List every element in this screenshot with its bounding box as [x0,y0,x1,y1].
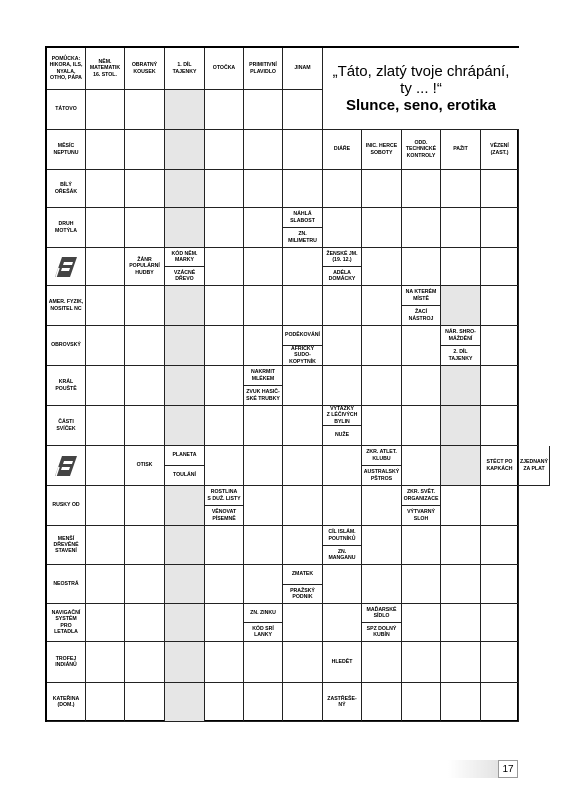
answer-cell [323,366,362,406]
answer-cell [244,248,283,286]
answer-cell [362,248,402,286]
answer-cell [323,604,362,642]
inner-clue-r9c11: STÉCT PO KAPKÁCH [481,446,519,486]
answer-cell [125,486,165,526]
answer-cell [283,642,323,683]
answer-cell [441,208,481,248]
answer-cell [362,286,402,326]
inner-clue-r12c6b: PRAŽSKÝ PODNIK [283,585,323,604]
answer-cell [205,208,244,248]
answer-cell [481,642,519,683]
logo-icon [47,446,86,486]
answer-cell [86,326,125,366]
answer-cell [481,366,519,406]
answer-cell [323,286,362,326]
inner-clue-r13c5a: ZN. ZINKU [244,604,283,623]
answer-cell [205,565,244,604]
inner-clue-r8c7a: VÝTAŽKY Z LÉČIVÝCH BYLIN [323,406,362,426]
row-clue-11: RUSKY OD [47,486,86,526]
answer-cell [283,170,323,208]
answer-cell [283,130,323,170]
answer-cell [402,642,441,683]
row-clue-2: MĚSÍC NEPTUNU [47,130,86,170]
inner-clue-r4c3b: VZÁCNÉ DŘEVO [165,267,205,286]
answer-cell [165,642,205,683]
answer-cell [481,604,519,642]
answer-cell [165,565,205,604]
answer-cell [362,366,402,406]
right-header-clue-4: PAŽIT [441,130,481,170]
inner-clue-r6c6a: PODĚKOVÁNÍ [283,326,323,346]
answer-cell [283,604,323,642]
answer-cell [86,565,125,604]
title-box [323,48,519,130]
answer-cell [165,486,205,526]
right-header-clue-1: DIÁŘE [323,130,362,170]
row-clue-3: BÍLÝ OŘEŠÁK [47,170,86,208]
answer-cell [283,90,323,130]
answer-cell [481,683,519,722]
row-clue-9: ČÁSTI SVÍČEK [47,406,86,446]
answer-cell [244,326,283,366]
answer-cell [283,286,323,326]
answer-cell [362,208,402,248]
answer-cell [125,90,165,130]
answer-cell [86,90,125,130]
answer-cell [205,526,244,565]
answer-cell [244,526,283,565]
answer-cell [125,526,165,565]
answer-cell [244,446,283,486]
answer-cell [205,604,244,642]
inner-clue-r9c12: ZJEDNANÝ ZA PLAT [519,446,550,486]
answer-cell [125,366,165,406]
answer-cell [283,526,323,565]
inner-clue-r10c4b: VĚNOVAT PÍSEMNĚ [205,506,244,526]
answer-cell [86,526,125,565]
answer-cell [441,170,481,208]
row-clue-12: MENŠÍ DŘEVĚNÉ STAVENÍ [47,526,86,565]
answer-cell [125,130,165,170]
answer-cell [362,486,402,526]
row-clue-7: OBROVSKÝ [47,326,86,366]
answer-cell [441,683,481,722]
answer-cell [205,366,244,406]
answer-cell [86,366,125,406]
answer-cell [205,286,244,326]
answer-cell [481,170,519,208]
answer-cell [244,170,283,208]
inner-clue-r10c4a: ROSTLINA S DUŽ. LISTY [205,486,244,506]
header-clue-col-6: JINAM [283,48,323,90]
inner-clue-r4c3a: KÓD NĚM. MARKY [165,248,205,267]
answer-cell [402,248,441,286]
inner-clue-r13c5b: KÓD SRÍ LANKY [244,623,283,642]
answer-cell [165,326,205,366]
answer-cell [86,248,125,286]
inner-clue-r11c7a: CÍL ISLÁM. POUTNÍKŮ [323,526,362,546]
answer-cell [244,683,283,722]
answer-cell [125,642,165,683]
answer-cell [165,683,205,722]
inner-clue-r4c7a: ŽENSKÉ JM. (19. 12.) [323,248,362,267]
answer-cell [441,248,481,286]
answer-cell [481,326,519,366]
answer-cell [481,406,519,446]
answer-cell [441,446,481,486]
answer-cell [481,248,519,286]
answer-cell [165,526,205,565]
answer-cell [441,526,481,565]
logo-icon [47,248,86,286]
header-clue-corner: POMŮCKA: HIKORA, ILS, NYALA, OTHO, PÁPA [47,48,86,90]
answer-cell [86,642,125,683]
header-clue-col-2: OBRATNÝ KOUSEK [125,48,165,90]
answer-cell [362,565,402,604]
answer-cell [441,286,481,326]
inner-clue-r7c5b: ZVUK HASIČ- SKÉ TRUBKY [244,386,283,406]
inner-clue-r13c8b: SPZ DOLNÝ KUBÍN [362,623,402,642]
answer-cell [481,565,519,604]
answer-cell [205,248,244,286]
row-clue-13: NEOSTRÁ [47,565,86,604]
header-clue-col-1: NĚM. MATEMATIK 16. STOL. [86,48,125,90]
inner-clue-r13c8a: MAĎARSKÉ SÍDLO [362,604,402,623]
page-number: 17 [498,760,518,778]
right-header-clue-2: INIC. HERCE SOBOTY [362,130,402,170]
title-quote: „Táto, zlatý tvoje chrápání, ty ... !“ [332,62,510,97]
row-clue-1: TÁTOVO [47,90,86,130]
answer-cell [205,406,244,446]
answer-cell [283,406,323,446]
answer-cell [125,170,165,208]
answer-cell [165,170,205,208]
inner-clue-r10c9a: ZKR. SVĚT. ORGANIZACE [402,486,441,506]
row-clue-8: KRÁL POUŠTĚ [47,366,86,406]
answer-cell [165,406,205,446]
answer-cell [402,366,441,406]
answer-cell [86,446,125,486]
header-clue-col-3: 1. DÍL TAJENKY [165,48,205,90]
inner-clue-r9c3a: PLANETA [165,446,205,466]
answer-cell [402,170,441,208]
answer-cell [402,446,441,486]
answer-cell [205,130,244,170]
answer-cell [283,248,323,286]
inner-clue-r3c6a: NÁHLÁ SLABOST [283,208,323,228]
answer-cell [86,286,125,326]
row-clue-16: KATEŘINA (DOM.) [47,683,86,722]
answer-cell [402,604,441,642]
answer-cell [86,130,125,170]
answer-cell [323,208,362,248]
inner-clue-r14c7: HLEDĚT [323,642,362,683]
answer-cell [205,170,244,208]
answer-cell [125,326,165,366]
answer-cell [165,604,205,642]
inner-clue-r7c5a: NAKRMIT MLÉKEM [244,366,283,386]
answer-cell [402,208,441,248]
answer-cell [244,565,283,604]
answer-cell [86,170,125,208]
answer-cell [283,683,323,722]
inner-clue-r11c7b: ZN. MANGANU [323,546,362,565]
answer-cell [125,683,165,722]
answer-cell [205,446,244,486]
answer-cell [441,486,481,526]
right-header-clue-5: VĚZENÍ (ZAST.) [481,130,519,170]
row-clue-4: DRUH MOTÝLA [47,208,86,248]
answer-cell [323,326,362,366]
answer-cell [125,565,165,604]
header-clue-col-5: PRIMITIVNÍ PLAVIDLO [244,48,283,90]
inner-clue-r12c6a: ZMATEK [283,565,323,585]
answer-cell [244,286,283,326]
answer-cell [481,526,519,565]
answer-cell [86,486,125,526]
answer-cell [323,446,362,486]
answer-cell [402,565,441,604]
inner-clue-r6c10a: NÁR. SHRO- MÁŽDĚNÍ [441,326,481,346]
answer-cell [323,170,362,208]
answer-cell [165,366,205,406]
answer-cell [86,683,125,722]
inner-clue-r9c3b: TOULÁNÍ [165,466,205,486]
inner-clue-r4c7b: ADÉLA DOMÁCKY [323,267,362,286]
answer-cell [441,406,481,446]
inner-clue-r5c9a: NA KTERÉM MÍSTĚ [402,286,441,306]
answer-cell [165,286,205,326]
answer-cell [165,208,205,248]
answer-cell [402,683,441,722]
inner-clue-r10c9b: VÝTVARNÝ SLOH [402,506,441,526]
answer-cell [283,486,323,526]
answer-cell [481,286,519,326]
answer-cell [125,406,165,446]
answer-cell [244,406,283,446]
answer-cell [244,130,283,170]
answer-cell [481,208,519,248]
answer-cell [125,286,165,326]
answer-cell [283,446,323,486]
answer-cell [205,683,244,722]
inner-clue-r3c6b: ZN. MILIMETRU [283,228,323,248]
inner-clue-r9c2: OTISK [125,446,165,486]
answer-cell [362,406,402,446]
answer-cell [481,486,519,526]
answer-cell [362,170,402,208]
answer-cell [323,565,362,604]
answer-cell [165,130,205,170]
inner-clue-r4c2: ŽÁNR POPULÁRNÍ HUDBY [125,248,165,286]
inner-clue-r9c8a: ZKR. ATLET. KLUBU [362,446,402,466]
answer-cell [441,565,481,604]
inner-clue-r6c10b: 2. DÍL TAJENKY [441,346,481,366]
answer-cell [244,90,283,130]
row-clue-15: TROFEJ INDIÁNŮ [47,642,86,683]
crossword-grid [45,46,548,722]
answer-cell [205,90,244,130]
row-clue-6: AMER. FYZIK, NOSITEL NC [47,286,86,326]
answer-cell [362,326,402,366]
answer-cell [205,326,244,366]
answer-cell [283,366,323,406]
answer-cell [86,208,125,248]
answer-cell [362,683,402,722]
answer-cell [205,642,244,683]
answer-cell [323,486,362,526]
inner-clue-r5c9b: ŽACÍ NÁSTROJ [402,306,441,326]
answer-cell [244,642,283,683]
answer-cell [362,642,402,683]
inner-clue-r8c7b: NUŽE [323,426,362,446]
answer-cell [86,406,125,446]
right-header-clue-3: ODD. TECHNICKÉ KONTROLY [402,130,441,170]
answer-cell [441,366,481,406]
answer-cell [362,526,402,565]
answer-cell [125,604,165,642]
answer-cell [402,406,441,446]
answer-cell [402,326,441,366]
answer-cell [402,526,441,565]
answer-cell [165,90,205,130]
answer-cell [441,642,481,683]
row-clue-14: NAVIGAČNÍ SYSTÉM PRO LETADLA [47,604,86,642]
inner-clue-r9c8b: AUSTRALSKÝ PŠTROS [362,466,402,486]
answer-cell [244,208,283,248]
header-clue-col-4: OTOČKA [205,48,244,90]
answer-cell [125,208,165,248]
inner-clue-r6c6b: AFRICKÝ SUDO- KOPYTNÍK [283,346,323,366]
answer-cell [441,604,481,642]
inner-clue-r15c7: ZASTŘEŠE- NÝ [323,683,362,722]
title-subtitle: Slunce, seno, erotika [345,96,497,114]
answer-cell [86,604,125,642]
answer-cell [244,486,283,526]
